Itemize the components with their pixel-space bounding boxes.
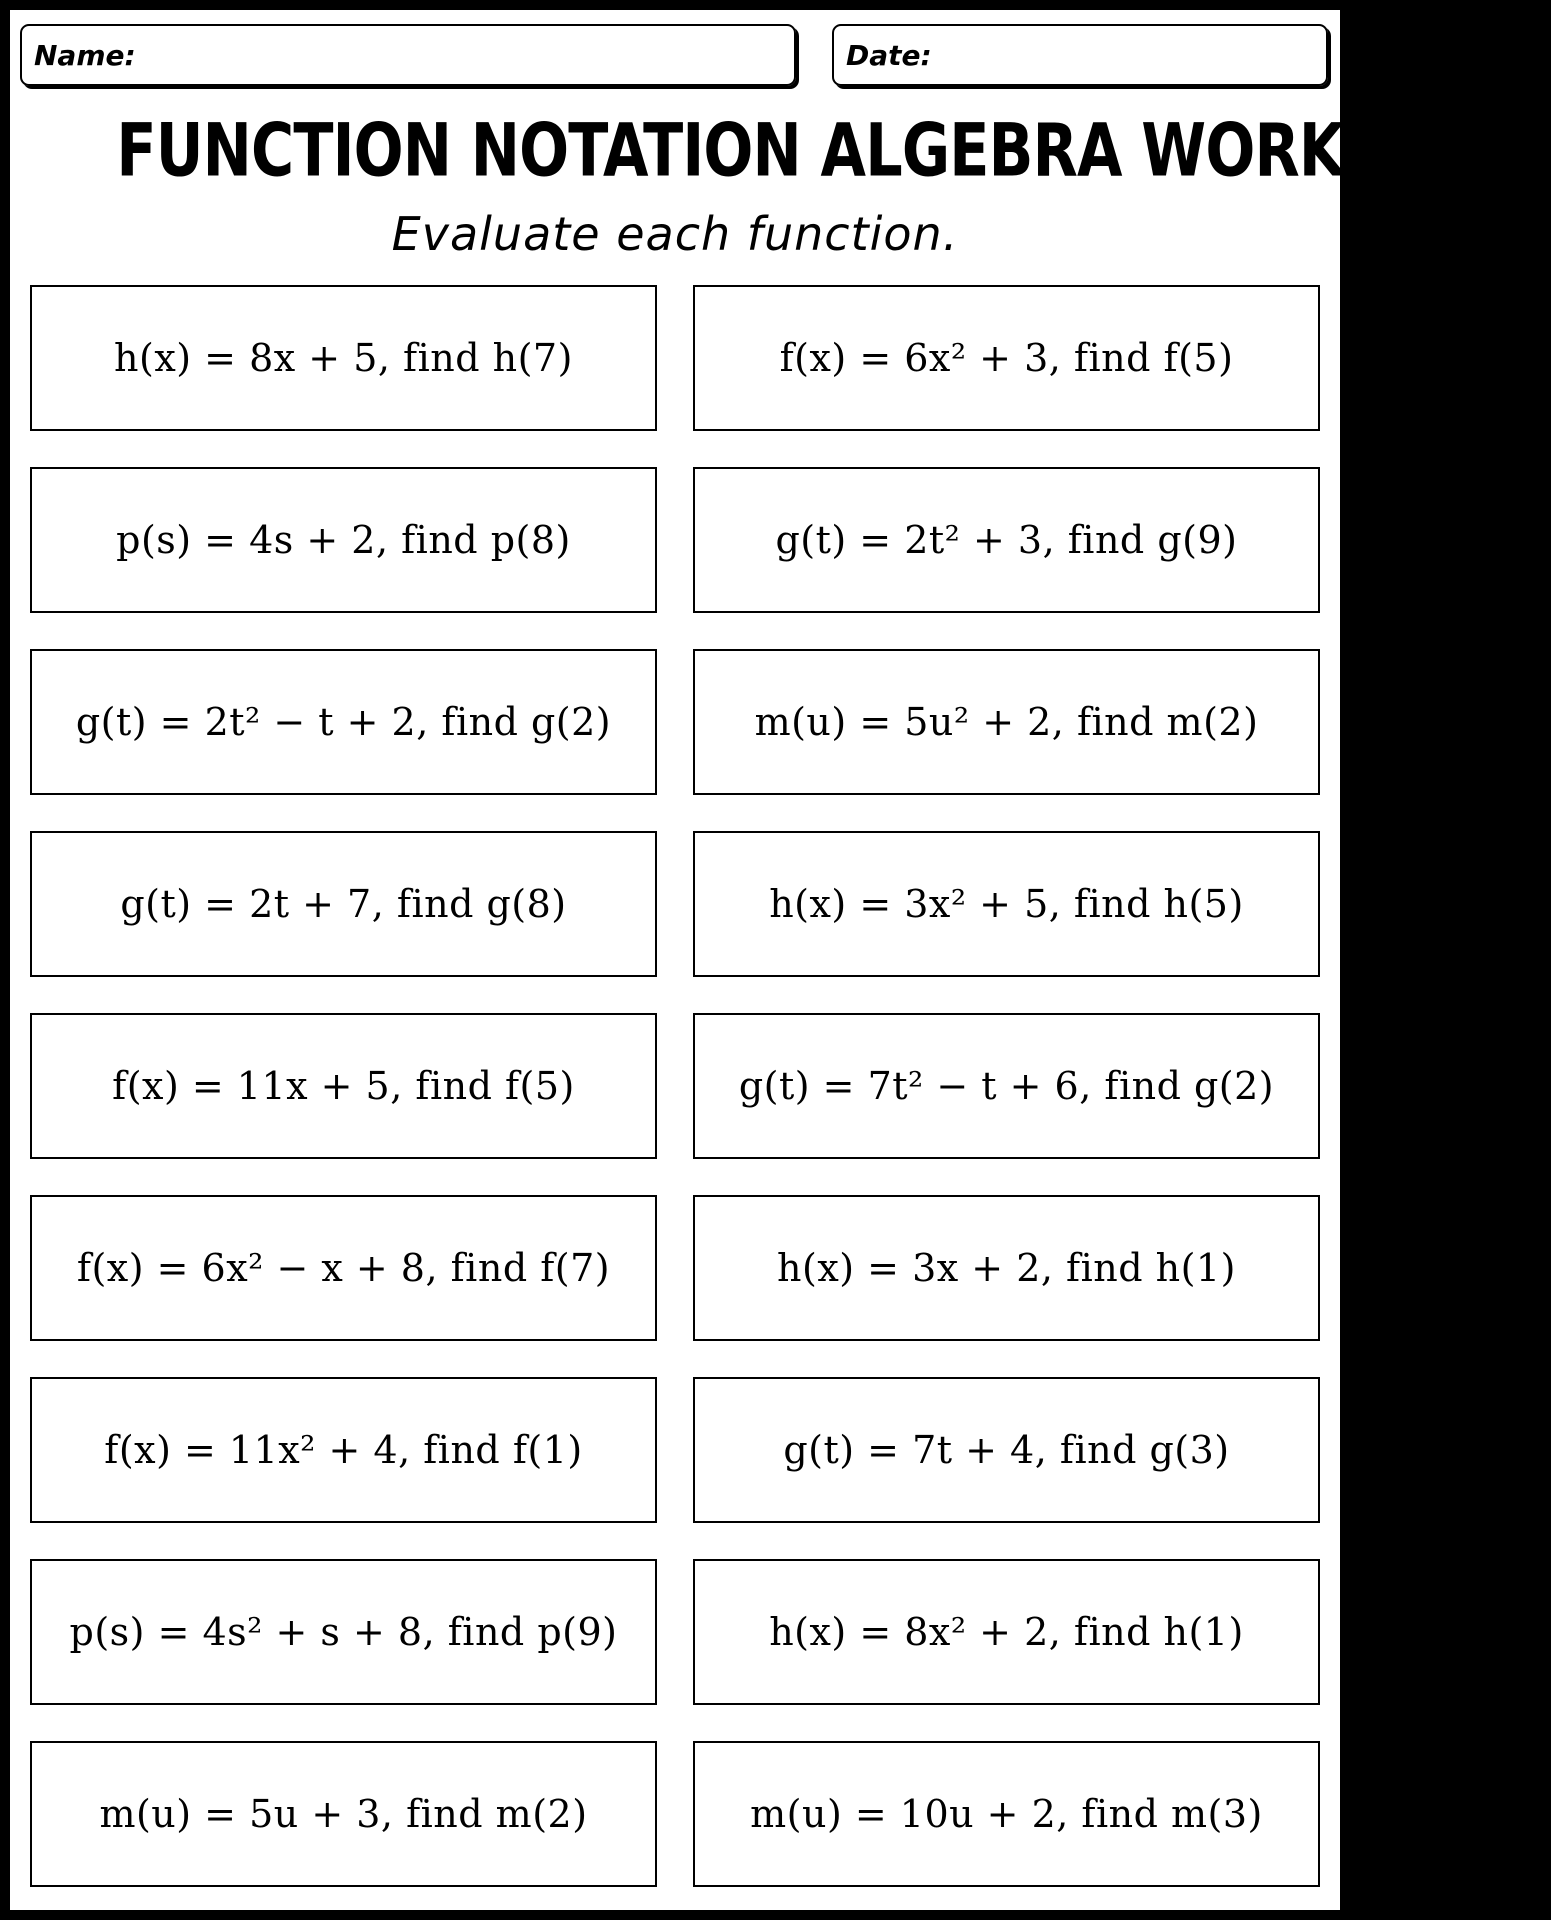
problem-box [30, 467, 657, 613]
problem-text: h(x) = 3x + 2, find h(1) [777, 1246, 1236, 1290]
problem-text: g(t) = 2t + 7, find g(8) [120, 882, 567, 926]
problem-box [30, 1013, 657, 1159]
problem-text: h(x) = 8x + 5, find h(7) [114, 336, 573, 380]
problem-text: m(u) = 10u + 2, find m(3) [750, 1792, 1263, 1836]
problem-box [693, 1013, 1320, 1159]
problem-box [30, 1741, 657, 1887]
problem-box [693, 285, 1320, 431]
problem-text: g(t) = 2t² + 3, find g(9) [775, 518, 1238, 562]
worksheet-page [10, 10, 1551, 1910]
problem-box [30, 831, 657, 977]
date-label: Date: [846, 38, 932, 72]
date-field[interactable] [832, 24, 1328, 86]
problem-box [30, 1195, 657, 1341]
problem-text: f(x) = 6x² − x + 8, find f(7) [76, 1246, 611, 1290]
problem-text: f(x) = 11x² + 4, find f(1) [104, 1428, 583, 1472]
name-label: Name: [34, 38, 136, 72]
problem-text: f(x) = 6x² + 3, find f(5) [779, 336, 1234, 380]
problem-text: g(t) = 2t² − t + 2, find g(2) [75, 700, 612, 744]
worksheet-instructions: Evaluate each function. [391, 207, 959, 261]
problem-box [693, 1741, 1320, 1887]
name-field[interactable] [20, 24, 796, 86]
problem-box [693, 649, 1320, 795]
problem-box [693, 831, 1320, 977]
problem-text: m(u) = 5u + 3, find m(2) [99, 1792, 588, 1836]
problem-text: p(s) = 4s + 2, find p(8) [116, 518, 571, 562]
problem-box [30, 1377, 657, 1523]
problem-text: p(s) = 4s² + s + 8, find p(9) [69, 1610, 618, 1654]
problem-text: f(x) = 11x + 5, find f(5) [112, 1064, 575, 1108]
problem-box [693, 1195, 1320, 1341]
problem-text: h(x) = 3x² + 5, find h(5) [769, 882, 1244, 926]
problem-box [30, 649, 657, 795]
problem-text: h(x) = 8x² + 2, find h(1) [769, 1610, 1244, 1654]
problem-box [693, 1559, 1320, 1705]
problem-text: g(t) = 7t + 4, find g(3) [783, 1428, 1230, 1472]
problem-box [30, 285, 657, 431]
problem-box [693, 1377, 1320, 1523]
problem-grid [30, 285, 1320, 1887]
worksheet-title: FUNCTION NOTATION ALGEBRA WORKSHEET [116, 108, 1551, 194]
problem-text: m(u) = 5u² + 2, find m(2) [754, 700, 1259, 744]
problem-box [30, 1559, 657, 1705]
problem-text: g(t) = 7t² − t + 6, find g(2) [738, 1064, 1275, 1108]
problem-box [693, 467, 1320, 613]
